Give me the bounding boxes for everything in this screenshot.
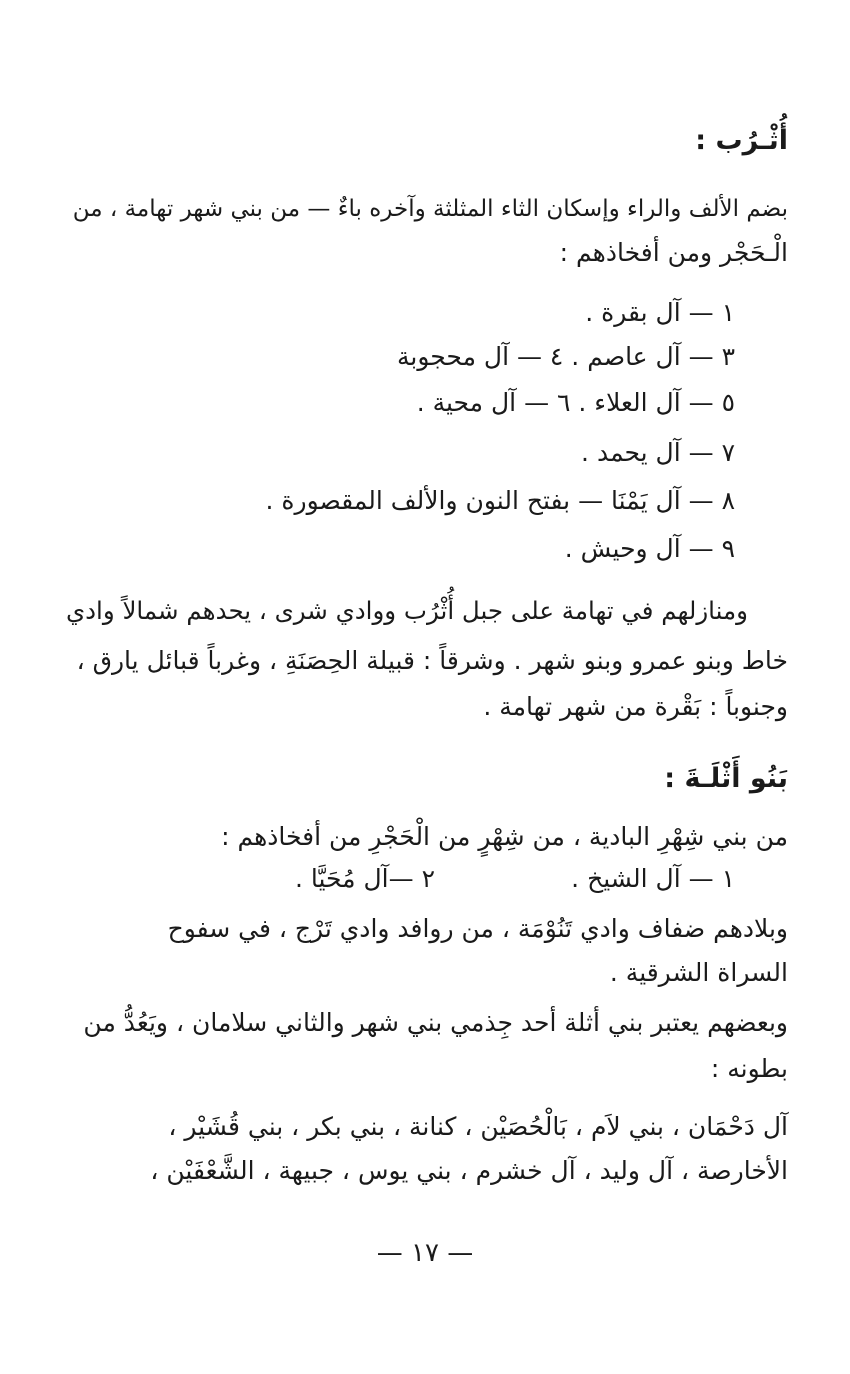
section-heading-banu-athla: بَنُو أَثْلَـةَ : bbox=[664, 763, 788, 794]
page-number: — ١٧ — bbox=[376, 1238, 474, 1268]
athla-list-line-2: الأخارصة ، آل وليد ، آل خشرم ، بني يوس ، جبيهة ، الشَّعْفَيْن ، bbox=[150, 1156, 788, 1185]
athla-list-line-1: آل دَحْمَان ، بني لاَم ، بَالْحُصَيْن ، كنانة ، بني بكر ، بني قُشَيْر ، bbox=[168, 1112, 788, 1141]
list-item-1: ١ — آل بقرة . bbox=[585, 298, 735, 327]
athla-item-2: ٢ —آل مُحَيَّا . bbox=[294, 864, 435, 893]
list-item-7: ٧ — آل يحمد . bbox=[581, 438, 735, 467]
athla-item-1: ١ — آل الشيخ . bbox=[571, 864, 735, 893]
athla-para2-line-1: وبعضهم يعتبر بني أثلة أحد جِذمي بني شهر والثاني سلامان ، ويَعُدُّ من bbox=[83, 1008, 788, 1037]
athla-para1-line-1: وبلادهم ضفاف وادي تَنُوْمَة ، من روافد وادي تَرْج ، في سفوح bbox=[167, 914, 788, 943]
list-item-5: ٥ — آل العلاء . ٦ — آل محية . bbox=[416, 388, 735, 417]
paragraph-line-2: خاط وبنو عمرو وبنو شهر . وشرقاً : قبيلة الحِصَنَةِ ، وغرباً قبائل يارق ، bbox=[76, 646, 788, 675]
list-item-9: ٩ — آل وحيش . bbox=[564, 534, 735, 563]
list-item-8: ٨ — آل يَمْنَا — بفتح النون والألف المقصورة . bbox=[265, 486, 735, 515]
section-heading-athrub: أُثْـرُب : bbox=[695, 125, 788, 156]
athla-line-1: من بني شِهْرِ البادية ، من شِهْرٍ من الْحَجْرِ من أفخاذهم : bbox=[221, 822, 788, 851]
athla-para1-line-2: السراة الشرقية . bbox=[609, 958, 788, 987]
intro-line-1: بضم الألف والراء وإسكان الثاء المثلثة وآخره باءٌ — من بني شهر تهامة ، من bbox=[72, 196, 788, 222]
list-item-3: ٣ — آل عاصم . ٤ — آل محجوبة bbox=[397, 342, 735, 371]
paragraph-line-1: ومنازلهم في تهامة على جبل أُثْرُب ووادي شرى ، يحدهم شمالاً وادي bbox=[65, 596, 748, 625]
paragraph-line-3: وجنوباً : بَقْرة من شهر تهامة . bbox=[483, 692, 788, 721]
athla-para2-line-2: بطونه : bbox=[710, 1054, 788, 1083]
intro-line-2: الْـحَجْر ومن أفخاذهم : bbox=[559, 238, 788, 267]
